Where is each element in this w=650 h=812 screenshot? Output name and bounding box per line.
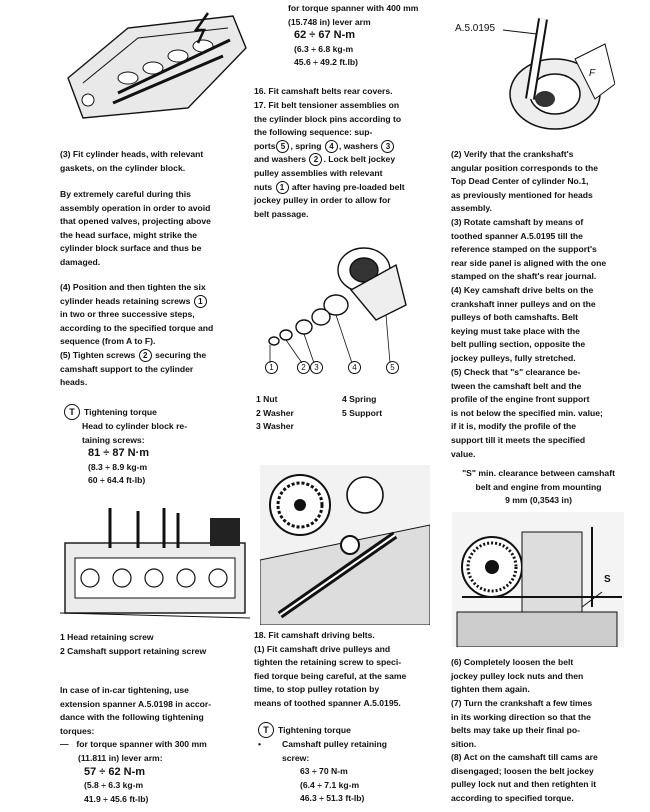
callout-5: 5 (386, 361, 399, 374)
text-line: that opened valves, projecting above (60, 216, 211, 227)
text-line: camshaft support to the cylinder (60, 363, 194, 374)
step-5-tighten-support (60, 349, 206, 390)
legend-item: 2 Camshaft support retaining screw (60, 645, 207, 656)
circled-number: 1 (276, 181, 289, 194)
figure-mark-s: S (604, 574, 611, 585)
text-line: 18. Fit camshaft driving belts. (254, 630, 375, 640)
text-line: jockey pulley lock nuts and then (451, 670, 584, 681)
torque-value: 46.3 ÷ 51.3 ft-lb) (300, 793, 365, 804)
text-line: damaged. (60, 256, 101, 267)
text-line: (15.748 in) lever arm (288, 16, 371, 27)
legend-item: 4 Spring (342, 394, 377, 404)
torque-value: (6.4 ÷ 7.1 kg-m (300, 779, 360, 790)
tool-mark-letter: F (589, 68, 596, 79)
text-line: jockey pulleys, fully stretched. (451, 352, 576, 363)
text-line: ports (254, 140, 276, 151)
callout-1: 1 (265, 361, 278, 374)
text-line: profile of the engine front support (451, 394, 590, 405)
cylinder-head-illustration (58, 8, 248, 133)
text-line: disengaged; loosen the belt jockey (451, 765, 594, 776)
text-line: taining screws: (82, 434, 145, 445)
text-line: time, to stop pulley rotation by (254, 684, 380, 695)
text-line: and washers (254, 154, 307, 165)
text-line: (4) Position and then tighten the six (60, 282, 206, 292)
text-line: belts may take up their final po- (451, 725, 580, 736)
text-line: , spring (290, 140, 322, 151)
bullet: • (258, 739, 262, 749)
step-3-fit-heads (60, 148, 203, 175)
text-line: assembly. (451, 203, 492, 214)
text-line: belt and engine from mounting (475, 481, 602, 492)
text-line: (2) Verify that the crankshaft's (451, 149, 574, 159)
text-line: (5) Tighten screws (60, 350, 136, 360)
torque-value: (8.3 ÷ 8.9 kg-m (88, 461, 148, 472)
circled-number: 3 (381, 140, 394, 153)
text-line: after having pre-loaded belt (291, 181, 405, 192)
camshaft-pulley-spanner-illustration (260, 465, 430, 625)
text-line: rear side panel is aligned with the one (451, 257, 607, 268)
text-line: torques: (60, 725, 95, 736)
text-line: Camshaft pulley retaining (282, 739, 388, 749)
text-line: (1) Fit camshaft drive pulleys and (254, 643, 391, 654)
text-line: 17. Fit belt tensioner assemblies on (254, 100, 400, 110)
circled-number: 1 (194, 295, 207, 308)
torque-value: (5.8 ÷ 6.3 kg-m (84, 780, 144, 791)
text-line: pulley assemblies with relevant (254, 167, 383, 178)
text-line: tween the camshaft belt and the (451, 380, 582, 391)
step-8-act-camshaft (451, 751, 598, 805)
text-line: stamped on the shaft's rear journal. (451, 271, 597, 282)
text-line: as previously mentioned for heads (451, 189, 593, 200)
text-line: In case of in-car tightening, use (60, 685, 189, 695)
text-line: gaskets, on the cylinder block. (60, 162, 186, 173)
text-line: angular position corresponds to the (451, 162, 599, 173)
torque-icon: T (258, 722, 274, 738)
text-line: keying must take place with the (451, 325, 580, 336)
text-line: sequence (from A to F). (60, 336, 156, 347)
text-line: reference stamped on the support's (451, 244, 597, 255)
text-line: (6) Completely loosen the belt (451, 657, 574, 667)
text-line: the head surface, might strike the (60, 229, 198, 240)
circled-number: 2 (309, 153, 322, 166)
text-line: belt pulling section, opposite the (451, 339, 586, 350)
text-line: "S" min. clearance between camshaft (462, 468, 615, 478)
text-line: in its working direction so that the (451, 711, 591, 722)
text-line: (3) Fit cylinder heads, with relevant (60, 149, 204, 159)
text-line: securing the (155, 350, 207, 360)
legend-item: 3 Washer (256, 421, 294, 432)
toothed-spanner-illustration (455, 4, 615, 134)
step-2-verify-tdc (451, 148, 598, 216)
caution-paragraph (60, 188, 211, 270)
text-line: 16. Fit camshaft belts rear covers. (254, 86, 393, 96)
torque-value: 62 ÷ 67 N-m (294, 29, 356, 42)
step-6-loosen-nuts (451, 656, 583, 697)
text-line: , washers (338, 140, 379, 151)
text-line: is not below the specified min. value; (451, 407, 603, 418)
step-7-turn-crankshaft (451, 697, 592, 751)
torque-spec-pulley (258, 722, 387, 806)
text-line: according to the specified torque and (60, 322, 214, 333)
text-line: tighten the retaining screw to speci- (254, 657, 402, 668)
text-line: cylinder block surface and thus be (60, 243, 202, 254)
torque-title: Tightening torque (278, 725, 351, 735)
torque-value: 60 ÷ 64.4 ft-lb) (88, 475, 146, 486)
step-18-driving-belts (254, 629, 406, 711)
text-line: (7) Turn the crankshaft a few times (451, 698, 593, 708)
text-line: fied torque being careful, at the same (254, 670, 407, 681)
torque-icon: T (64, 404, 80, 420)
text-line: (5) Check that "s" clearance be- (451, 367, 581, 377)
text-line: in two or three successive steps, (60, 309, 195, 320)
text-line: for torque spanner with 400 mm (288, 3, 419, 13)
dash-bullet: — (60, 739, 69, 750)
step-16 (254, 85, 393, 99)
text-line: means of toothed spanner A.5.0195. (254, 697, 401, 708)
text-line: if it is, modify the profile of the (451, 421, 577, 432)
torque-value: (6.3 ÷ 6.8 kg-m (294, 43, 354, 54)
cylinder-head-screws-illustration (60, 503, 250, 628)
text-line: . Lock belt jockey (323, 154, 396, 165)
callout-4: 4 (348, 361, 361, 374)
spanner-400-spec (270, 2, 418, 70)
tool-callout-label: A.5.0195 (455, 23, 496, 34)
text-line: according to specified torque. (451, 792, 574, 803)
text-line: heads. (60, 377, 88, 388)
torque-value: 63 ÷ 70 N-m (300, 766, 348, 777)
text-line: pulley lock nut and then retighten it (451, 779, 597, 790)
step-17-belt-tensioner (254, 99, 405, 221)
text-line: Top Dead Center of cylinder No.1, (451, 176, 589, 187)
circled-number: 2 (139, 349, 152, 362)
text-line: By extremely careful during this (60, 189, 191, 199)
text-line: screw: (282, 752, 310, 763)
torque-value: 45.6 ÷ 49.2 ft.lb) (294, 57, 358, 68)
step-5-check-clearance (451, 366, 603, 461)
tensioner-legend (256, 393, 382, 434)
circled-number: 4 (325, 140, 338, 153)
text-line: nuts (254, 181, 273, 192)
text-line: pulleys of both camshafts. Belt (451, 312, 579, 323)
legend-item: 1 Head retaining screw (60, 632, 154, 642)
step-3-rotate-camshaft (451, 216, 606, 284)
text-line: cylinder heads retaining screws (60, 295, 191, 306)
text-line: belt passage. (254, 208, 309, 219)
text-line: (4) Key camshaft drive belts on the (451, 285, 594, 295)
torque-value: 57 ÷ 62 N-m (84, 765, 146, 778)
circled-number: 5 (276, 140, 289, 153)
text-line: 9 mm (0,3543 in) (505, 495, 572, 506)
torque-value: 41.9 ÷ 45.6 ft-lb) (84, 793, 149, 804)
text-line: value. (451, 448, 476, 459)
torque-spec-heads (64, 404, 187, 488)
text-line: tighten them again. (451, 684, 530, 695)
legend-item: 5 Support (342, 407, 383, 418)
text-line: extension spanner A.5.0198 in accor- (60, 698, 212, 709)
clearance-caption (451, 467, 626, 508)
step-4-key-belts (451, 284, 596, 366)
step-4-tighten-screws (60, 281, 213, 349)
text-line: the cylinder block pins according to (254, 113, 402, 124)
text-line: (8) Act on the camshaft till cams are (451, 752, 598, 762)
callout-3: 3 (310, 361, 323, 374)
text-line: sition. (451, 738, 477, 749)
text-line: the following sequence: sup- (254, 127, 373, 138)
text-line: (11.811 in) lever arm: (78, 752, 163, 763)
legend-item: 2 Washer (256, 407, 294, 418)
torque-title: Tightening torque (84, 407, 157, 417)
text-line: Head to cylinder block re- (82, 421, 188, 431)
callout-2: 2 (297, 361, 310, 374)
text-line: toothed spanner A.5.0195 till the (451, 230, 583, 241)
text-line: assembly operation in order to avoid (60, 202, 211, 213)
belt-tensioner-exploded-illustration (256, 235, 416, 385)
torque-value: 81 ÷ 87 N·m (88, 447, 150, 460)
text-line: jockey pulley in order to allow for (254, 195, 391, 206)
belt-clearance-illustration (452, 512, 624, 647)
text-line: for torque spanner with 300 mm (76, 739, 207, 750)
text-line: (3) Rotate camshaft by means of (451, 217, 584, 227)
text-line: support till it meets the specified (451, 434, 586, 445)
in-car-tightening (60, 684, 211, 806)
legend-item: 1 Nut (256, 394, 278, 404)
figure-legend-heads (60, 631, 206, 658)
text-line: crankshaft inner pulleys and on the (451, 298, 596, 309)
text-line: dance with the following tightening (60, 712, 204, 723)
